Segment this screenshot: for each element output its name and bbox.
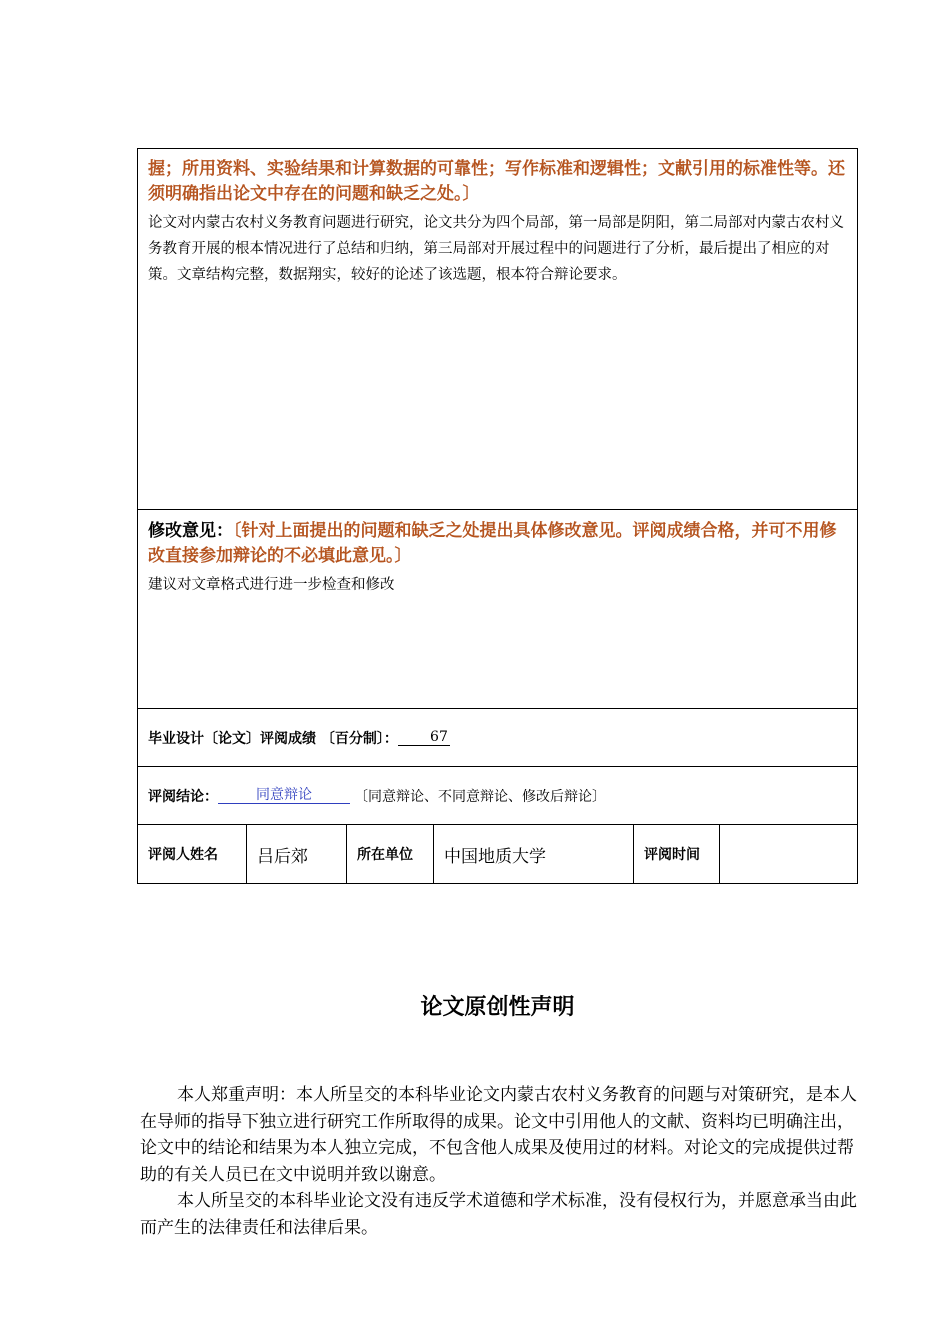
revision-text: 建议对文章格式进行进一步检查和修改 <box>148 577 395 593</box>
time-value-cell <box>720 825 857 883</box>
reviewer-name-label: 评阅人姓名 <box>148 847 218 863</box>
score-label: 毕业设计〔论文〕评阅成绩 〔百分制〕： <box>148 730 398 747</box>
score-row <box>138 709 857 767</box>
time-label: 评阅时间 <box>644 847 700 863</box>
comments-prompt: 握；所用资料、实验结果和计算数据的可靠性；写作标准和逻辑性；文献引用的标准性等。还须明确指出论文中存在的问题和缺乏之处。〕 <box>148 159 845 204</box>
score-value: 67 <box>398 729 450 746</box>
unit-label-cell <box>347 825 434 883</box>
conclusion-row <box>138 767 857 825</box>
reviewer-name-label-cell <box>138 825 247 883</box>
unit-label: 所在单位 <box>357 847 413 863</box>
revision-prompt: 〔针对上面提出的问题和缺乏之处提出具体修改意见。评阅成绩合格，并可不用修改直接参加辩论的不必填此意见。〕 <box>148 521 837 566</box>
revision-label: 修改意见： <box>148 521 233 541</box>
declaration-body <box>140 1082 860 1241</box>
review-form-table <box>137 148 858 884</box>
comments-text: 论文对内蒙古农村义务教育问题进行研究，论文共分为四个局部，第一局部是阴阳，第二局部对内蒙古农村义务教育开展的根本情况进行了总结和归纳，第三局部对开展过程中的问题进行了分析，最后提出了相应的对策。文章结构完整，数据翔实，较好的论述了该选题，根本符合辩论要求。 <box>148 215 844 283</box>
unit-value-cell <box>434 825 634 883</box>
declaration-paragraph-2: 本人所呈交的本科毕业论文没有违反学术道德和学术标准，没有侵权行为，并愿意承当由此而产生的法律责任和法律后果。 <box>140 1191 857 1238</box>
declaration-paragraph-1: 本人郑重声明：本人所呈交的本科毕业论文内蒙古农村义务教育的问题与对策研究，是本人在导师的指导下独立进行研究工作所取得的成果。论文中引用他人的文献、资料均已明确注出，论文中的结论和结果为本人独立完成，不包含他人成果及使用过的材料。对论文的完成提供过帮助的有关人员已在文中说明并致以谢意。 <box>140 1085 857 1185</box>
unit-value: 中国地质大学 <box>444 846 546 867</box>
revision-header <box>148 519 847 569</box>
revision-section <box>138 510 857 709</box>
reviewer-name-cell <box>247 825 347 883</box>
comments-section <box>138 149 857 510</box>
conclusion-label: 评阅结论： <box>148 788 218 805</box>
reviewer-row <box>138 825 857 883</box>
declaration-title: 论文原创性声明 <box>420 995 575 1020</box>
reviewer-name: 吕后郊 <box>257 846 308 867</box>
time-label-cell <box>634 825 720 883</box>
conclusion-options: 〔同意辩论、不同意辩论、修改后辩论〕 <box>354 788 606 805</box>
conclusion-value: 同意辩论 <box>218 787 350 804</box>
